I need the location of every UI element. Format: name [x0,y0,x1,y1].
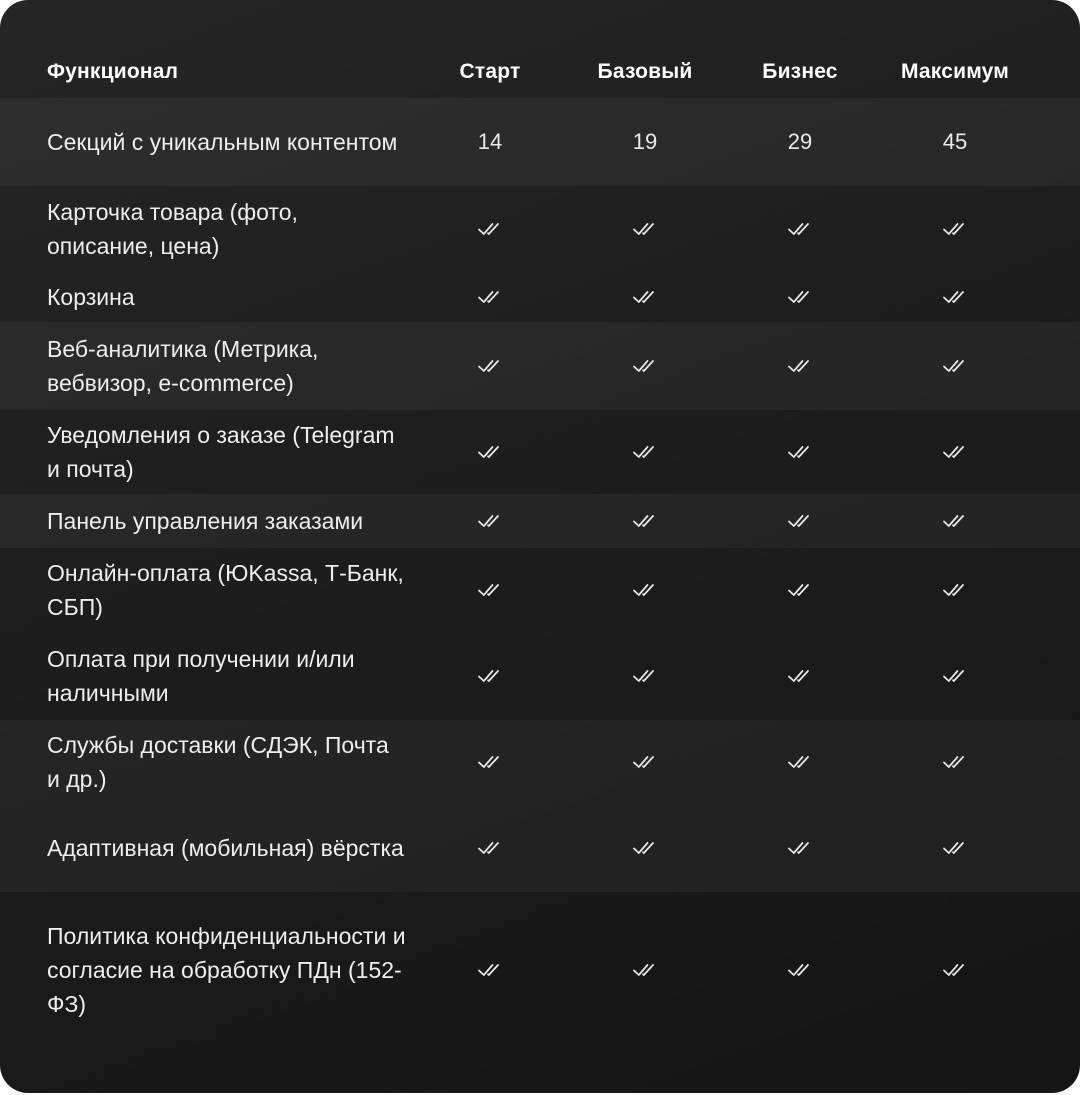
feature-label: Политика конфиденциальности и согласие на обработку ПДн (152-ФЗ) [47,922,406,1017]
check-cell [565,272,725,322]
double-check-icon [787,288,813,306]
check-cell [565,892,725,1047]
value-cell: 14 [477,129,503,154]
value-cell: 19 [632,129,658,154]
table-row [0,720,1080,804]
double-check-icon [632,839,658,857]
check-cell [875,892,1035,1047]
check-cell [410,494,570,548]
double-check-icon [632,667,658,685]
check-cell [410,720,570,804]
double-check-icon [942,753,968,771]
header-feature-label: Функционал [47,60,179,83]
feature-label: Веб-аналитика (Метрика, вебвизор, e-commerce) [47,336,319,396]
double-check-icon [477,443,503,461]
double-check-icon [477,357,503,375]
check-cell [720,322,880,410]
check-cell [565,632,725,720]
double-check-icon [942,961,968,979]
double-check-icon [477,839,503,857]
feature-label: Секций с уникальным контентом [47,129,398,155]
feature-label: Панель управления заказами [47,508,364,534]
double-check-icon [632,220,658,238]
table-header [0,46,1080,98]
table-row [0,632,1080,720]
double-check-icon [477,753,503,771]
header-plan-basic: Базовый [597,60,693,83]
feature-label: Карточка товара (фото, описание, цена) [47,199,298,259]
check-cell [410,632,570,720]
check-cell [720,892,880,1047]
double-check-icon [477,220,503,238]
double-check-icon [787,753,813,771]
check-cell [875,322,1035,410]
check-cell [720,632,880,720]
check-cell [875,494,1035,548]
value-cell: 29 [787,129,813,154]
table-row [0,410,1080,494]
double-check-icon [787,220,813,238]
check-cell [565,186,725,272]
table-row [0,548,1080,632]
double-check-icon [477,512,503,530]
feature-label: Оплата при получении и/или наличными [47,646,355,706]
check-cell [410,410,570,494]
table-row [0,494,1080,548]
table-row [0,186,1080,272]
check-cell [875,720,1035,804]
check-cell [565,322,725,410]
check-cell [565,548,725,632]
check-cell [410,892,570,1047]
check-cell [565,410,725,494]
feature-label: Адаптивная (мобильная) вёрстка [47,835,404,861]
check-cell [410,548,570,632]
check-cell [565,494,725,548]
double-check-icon [477,961,503,979]
double-check-icon [632,581,658,599]
table-row [0,272,1080,322]
check-cell [565,804,725,892]
header-plan-business: Бизнес [762,60,838,83]
table-row [0,892,1080,1047]
double-check-icon [787,961,813,979]
double-check-icon [632,443,658,461]
check-cell [410,804,570,892]
double-check-icon [477,667,503,685]
double-check-icon [477,581,503,599]
header-plan-start: Старт [459,60,521,83]
check-cell [875,410,1035,494]
double-check-icon [787,667,813,685]
value-cell: 45 [942,129,968,154]
check-cell [410,272,570,322]
check-cell [875,804,1035,892]
check-cell [875,272,1035,322]
table-row [0,322,1080,410]
double-check-icon [632,753,658,771]
table-row [0,804,1080,892]
double-check-icon [787,512,813,530]
double-check-icon [632,512,658,530]
check-cell [720,272,880,322]
double-check-icon [477,288,503,306]
check-cell [720,494,880,548]
double-check-icon [942,581,968,599]
check-cell [720,186,880,272]
check-cell [410,322,570,410]
double-check-icon [632,357,658,375]
double-check-icon [787,443,813,461]
check-cell [875,548,1035,632]
feature-label: Службы доставки (СДЭК, Почта и др.) [47,732,389,792]
check-cell [875,186,1035,272]
double-check-icon [942,357,968,375]
double-check-icon [942,667,968,685]
feature-label: Корзина [47,284,135,310]
check-cell [410,186,570,272]
double-check-icon [942,288,968,306]
header-plan-maximum: Максимум [900,60,1010,83]
check-cell [720,410,880,494]
check-cell [720,804,880,892]
feature-label: Онлайн-оплата (ЮKassa, Т-Банк, СБП) [47,560,404,620]
check-cell [565,720,725,804]
double-check-icon [787,839,813,857]
double-check-icon [632,961,658,979]
double-check-icon [942,443,968,461]
double-check-icon [632,288,658,306]
table-row [0,98,1080,186]
feature-label: Уведомления о заказе (Telegram и почта) [47,422,395,482]
double-check-icon [787,357,813,375]
double-check-icon [942,512,968,530]
double-check-icon [787,581,813,599]
check-cell [720,548,880,632]
check-cell [875,632,1035,720]
double-check-icon [942,839,968,857]
check-cell [720,720,880,804]
double-check-icon [942,220,968,238]
